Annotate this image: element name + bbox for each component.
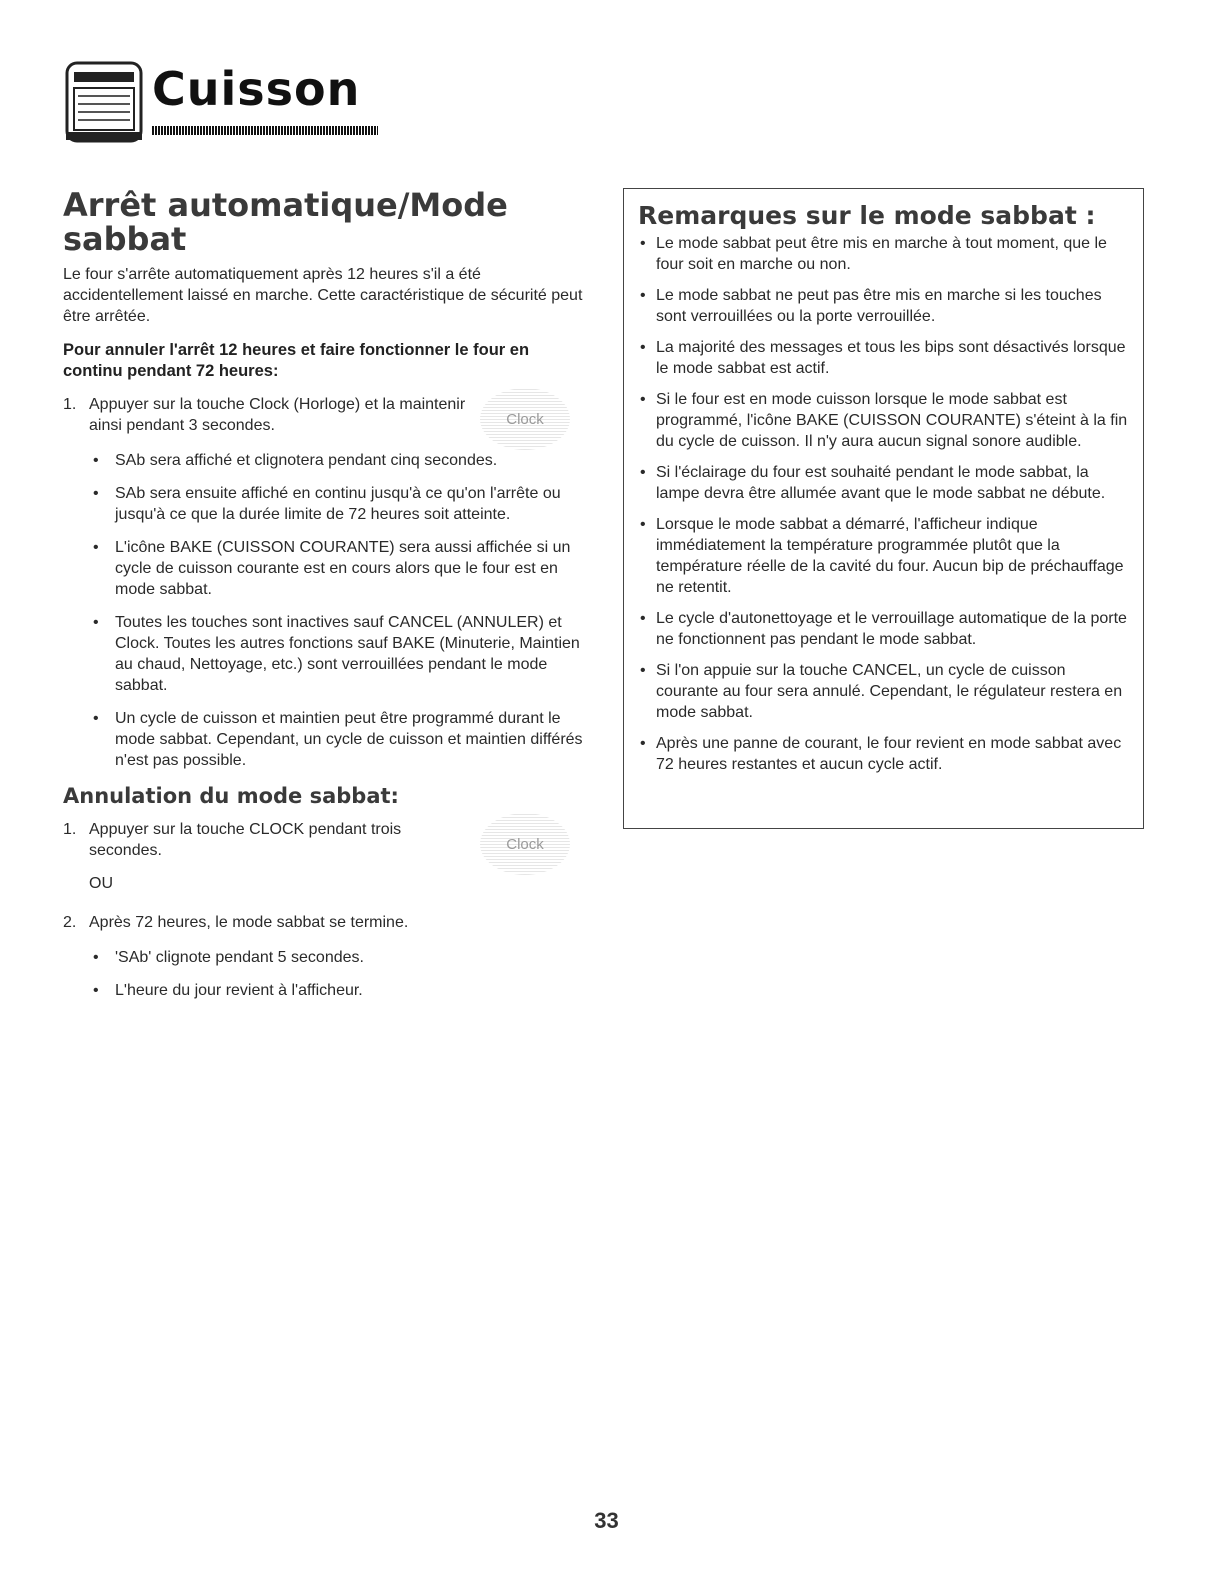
instruction-heading: Pour annuler l'arrêt 12 heures et faire fonctionner le four en continu pendant 72 heures: <box>63 341 530 380</box>
step-text: Appuyer sur la touche Clock (Horloge) et la maintenir ainsi pendant 3 secondes. <box>89 396 466 434</box>
cancel-steps-2 <box>63 912 588 933</box>
list-item: • Lorsque le mode sabbat a démarré, l'afficheur indique immédiatement la température programmée plutôt que la température réelle de la cavité du four. Aucun bip de préchauffage ne retentit. <box>638 514 1129 598</box>
list-item: • Un cycle de cuisson et maintien peut être programmé durant le mode sabbat. Cependant, un cycle de cuisson et maintien différés n'est pas possible. <box>63 708 588 771</box>
page-number: 33 <box>594 1508 619 1533</box>
list-item: • SAb sera affiché et clignotera pendant cinq secondes. <box>63 450 588 471</box>
or-label: OU <box>89 875 113 892</box>
left-column <box>63 188 588 1013</box>
list-item: • Si l'on appuie sur la touche CANCEL, un cycle de cuisson courante au four sera annulé. Cependant, le régulateur restera en mode sabbat. <box>638 660 1129 723</box>
notes-list <box>638 233 1129 775</box>
cancel-bullets <box>63 947 588 1001</box>
cancel-step-1 <box>63 819 588 861</box>
list-item: • Après une panne de courant, le four revient en mode sabbat avec 72 heures restantes et aucun cycle actif. <box>638 733 1129 775</box>
cancel-step-2 <box>63 912 588 933</box>
clock-key-icon: Clock <box>480 388 570 450</box>
list-item: • Si l'éclairage du four est souhaité pendant le mode sabbat, la lampe devra être allumée avant que le mode sabbat ne débute. <box>638 462 1129 504</box>
oven-icon <box>64 60 144 144</box>
list-item: • Toutes les touches sont inactives sauf CANCEL (ANNULER) et Clock. Toutes les autres fonctions sauf BAKE (Minuterie, Maintien au chaud, Nettoyage, etc.) sont verrouillées pendant le mode sabbat. <box>63 612 588 696</box>
step-text: Appuyer sur la touche CLOCK pendant trois secondes. <box>89 821 402 859</box>
notes-title: Remarques sur le mode sabbat : <box>638 201 1096 230</box>
list-item: • Le cycle d'autonettoyage et le verrouillage automatique de la porte ne fonctionnent pas pendant le mode sabbat. <box>638 608 1129 650</box>
activate-steps <box>63 394 588 436</box>
header-rule <box>152 126 378 135</box>
list-item: • Si le four est en mode cuisson lorsque le mode sabbat est programmé, l'icône BAKE (CUISSON COURANTE) s'éteint à la fin du cycle de cuisson. Il n'y aura aucun signal sonore audible. <box>638 389 1129 452</box>
step-text: Après 72 heures, le mode sabbat se termine. <box>89 914 409 931</box>
header-title: Cuisson <box>152 62 361 116</box>
intro-paragraph: Le four s'arrête automatiquement après 12 heures s'il a été accidentellement laissé en marche. Cette caractéristique de sécurité peut être arrêtée. <box>63 266 583 325</box>
notes-box <box>623 188 1144 829</box>
activate-bullets <box>63 450 588 771</box>
cancel-steps <box>63 819 588 861</box>
list-item: • L'heure du jour revient à l'afficheur. <box>63 980 588 1001</box>
step-1 <box>63 394 588 436</box>
list-item: • 'SAb' clignote pendant 5 secondes. <box>63 947 588 968</box>
step-number: 2. <box>63 914 77 931</box>
list-item: • La majorité des messages et tous les bips sont désactivés lorsque le mode sabbat est actif. <box>638 337 1129 379</box>
clock-key-icon: Clock <box>480 813 570 875</box>
list-item: • Le mode sabbat ne peut pas être mis en marche si les touches sont verrouillées ou la porte verrouillée. <box>638 285 1129 327</box>
list-item: • L'icône BAKE (CUISSON COURANTE) sera aussi affichée si un cycle de cuisson courante est en cours alors que le four est en mode sabbat. <box>63 537 588 600</box>
page-header <box>64 60 364 150</box>
list-item: • SAb sera ensuite affiché en continu jusqu'à ce qu'on l'arrête ou jusqu'à ce que la durée limite de 72 heures soit atteinte. <box>63 483 588 525</box>
section-title: Arrêt automatique/Mode sabbat <box>63 186 508 258</box>
step-number: 1. <box>63 396 77 413</box>
cancel-subtitle: Annulation du mode sabbat: <box>63 784 399 808</box>
list-item: • Le mode sabbat peut être mis en marche à tout moment, que le four soit en marche ou non. <box>638 233 1129 275</box>
step-number: 1. <box>63 821 77 838</box>
